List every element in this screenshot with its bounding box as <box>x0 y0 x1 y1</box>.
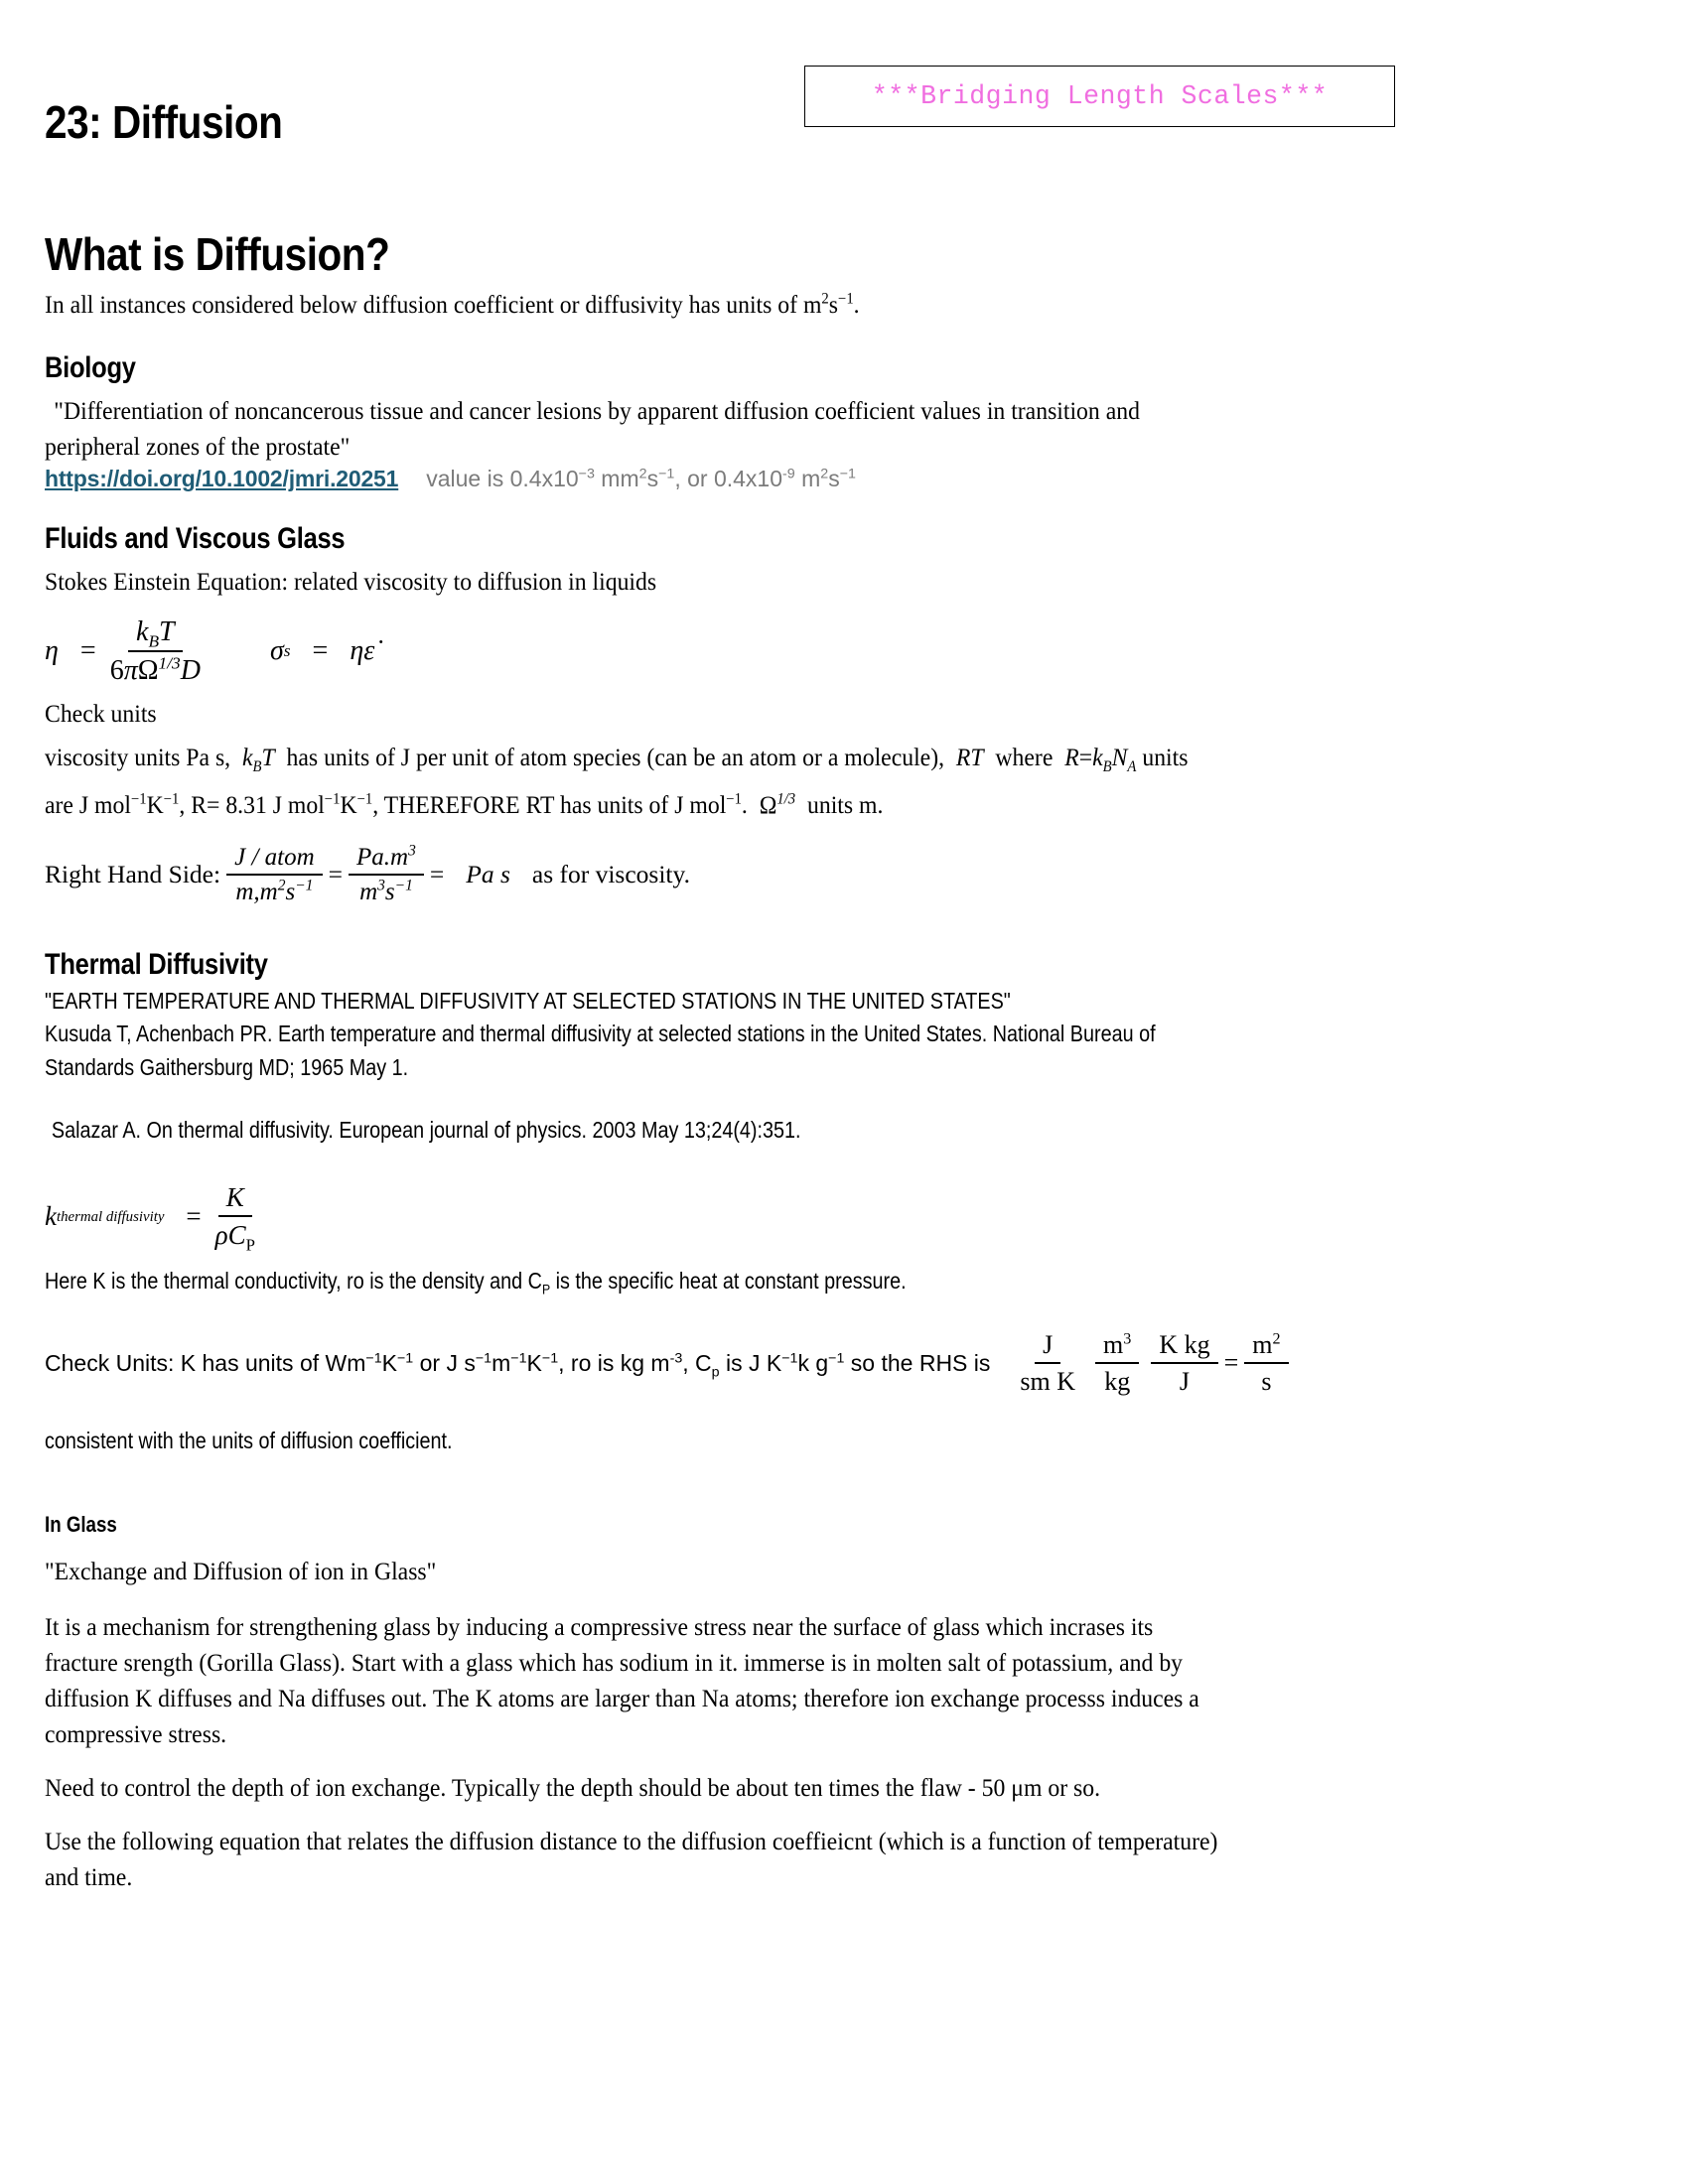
right-hand-side-equation <box>45 844 1643 906</box>
vu-T: T <box>261 742 275 771</box>
td-den-rho: ρ <box>214 1220 228 1251</box>
rhs-den1-sup-m1: −1 <box>295 877 314 894</box>
td-num: K <box>218 1182 252 1217</box>
document-header <box>45 60 1643 179</box>
rhs-den1-s: s <box>285 878 296 905</box>
glass-para1-line2: fracture srength (Gorilla Glass). Start with a glass which has sodium in it. immerse is in molten salt of potassium, and by <box>45 1648 1184 1678</box>
eq-num-k: k <box>136 615 149 647</box>
eq-den-pi: π <box>123 654 138 686</box>
thermal-check-units-text <box>45 1349 991 1381</box>
rhs-num-2 <box>349 844 424 876</box>
document-content <box>45 60 1643 1894</box>
thermal-frac-3 <box>1151 1330 1217 1397</box>
intro-sup-2: −1 <box>838 290 854 308</box>
rhs-result: Pa s <box>466 860 510 889</box>
vu2-omega: Ω <box>759 789 777 819</box>
cu-s9: −1 <box>828 1350 845 1367</box>
rhs-den2-m: m <box>359 878 378 905</box>
td-den-sub: P <box>245 1235 255 1255</box>
eq-num-k-sub: B <box>148 631 160 651</box>
eq-denominator <box>102 652 209 687</box>
cu-t5: K <box>526 1349 542 1376</box>
thermal-citation-line-1: Kusuda T, Achenbach PR. Earth temperature and thermal diffusivity at selected stations in the United States. National Bureau of <box>45 1021 1156 1047</box>
cu-sub7: p <box>711 1364 720 1381</box>
td-k: k <box>45 1201 57 1232</box>
thermal-citation-line-2: Standards Gaithersburg MD; 1965 May 1. <box>45 1053 409 1080</box>
vu2-s2: −1 <box>163 790 180 808</box>
eq-sigma-epsilon: ε̇ <box>363 635 375 667</box>
eq-eta: η <box>45 635 59 667</box>
biology-value-note <box>426 466 856 492</box>
rhs-den2-sup-m1: −1 <box>394 877 413 894</box>
eq-sigma: σ <box>269 635 284 667</box>
tf4-num <box>1244 1330 1288 1364</box>
viscosity-units-paragraph <box>45 741 1531 774</box>
cu-t7: , C <box>682 1349 712 1376</box>
stokes-einstein-line: Stokes Einstein Equation: related viscosity to diffusion in liquids <box>45 567 657 597</box>
rhs-tail: as for viscosity. <box>531 860 690 889</box>
tf2-num-sup: 3 <box>1123 1330 1132 1348</box>
cu-s8: −1 <box>781 1350 798 1367</box>
cu-t3: or J s <box>413 1349 476 1376</box>
rhs-den1-sup2: 2 <box>277 877 286 894</box>
section-heading-in-glass: In Glass <box>45 1512 117 1538</box>
eq-den-omega: Ω <box>137 654 159 686</box>
tf2-num-m: m <box>1103 1329 1124 1359</box>
vu2-a2: K <box>146 789 164 819</box>
intro-text-mid: s <box>828 290 839 320</box>
eq-sigma-eta: η <box>350 635 364 667</box>
vu-NA-sub: A <box>1127 757 1137 775</box>
cu-t10: so the RHS is <box>844 1349 991 1376</box>
cu-t1: Check Units: K has units of Wm <box>45 1349 366 1376</box>
td-den-c: C <box>227 1220 246 1251</box>
tf4-num-m: m <box>1252 1329 1273 1359</box>
td-fraction <box>208 1182 263 1255</box>
vu-p2: has units of J per unit of atom species (can be an atom or a molecule), <box>286 742 945 771</box>
td-den <box>208 1217 263 1255</box>
doi-link[interactable]: https://doi.org/10.1002/jmri.20251 <box>45 466 399 492</box>
eq-equals: = <box>79 635 96 667</box>
vu2-s1: −1 <box>130 790 147 808</box>
thermal-rhs-fraction-group <box>1006 1330 1294 1397</box>
rhs-den2-s: s <box>384 878 395 905</box>
value-note-s2: 2 <box>638 466 647 482</box>
rhs-den1-m: m <box>235 878 254 905</box>
page-title: 23: Diffusion <box>45 96 283 148</box>
value-note-t4: , or 0.4x10 <box>674 466 783 492</box>
section-heading-biology: Biology <box>45 351 136 385</box>
eq-fraction <box>102 616 209 687</box>
glass-para2: Need to control the depth of ion exchange. Typically the depth should be about ten times the flaw - 50 μm or so. <box>45 1772 1101 1802</box>
here-t1: Here K is the thermal conductivity, ro is the density and C <box>45 1268 542 1295</box>
thermal-title-quote: "EARTH TEMPERATURE AND THERMAL DIFFUSIVITY AT SELECTED STATIONS IN THE UNITED STATES" <box>45 987 1011 1014</box>
vu2-a6: . <box>741 789 748 819</box>
tf1-den-s: s <box>1020 1366 1031 1396</box>
vu-k-sub: B <box>252 757 262 775</box>
vu2-a7: units m. <box>806 789 884 819</box>
vu2-a4: K <box>340 789 357 819</box>
rhs-num2-pa: Pa.m <box>356 843 409 871</box>
tf2-num <box>1095 1330 1139 1364</box>
thermal-here-line <box>45 1267 1420 1296</box>
vu-p3: where <box>995 742 1054 771</box>
intro-sup-1: 2 <box>821 290 829 308</box>
value-note-t1: value is 0.4x10 <box>426 466 579 492</box>
tf1-num: J <box>1035 1330 1060 1364</box>
value-note-s4: -9 <box>782 466 795 482</box>
cu-t9: k g <box>797 1349 829 1376</box>
rhs-equals-1: = <box>328 860 344 889</box>
thermal-consistent-line: consistent with the units of diffusion coefficient. <box>45 1427 453 1453</box>
intro-text-before: In all instances considered below diffusion coefficient or diffusivity has units of m <box>45 290 822 320</box>
value-note-t3: s <box>646 466 659 492</box>
vu-p1: viscosity units Pa s, <box>45 742 231 771</box>
vu2-omega-sup: 1/3 <box>776 790 796 808</box>
tf3-den: J <box>1179 1366 1191 1396</box>
viscosity-units-line-2 <box>45 788 1531 822</box>
tf2-den: kg <box>1104 1366 1131 1396</box>
tf1-den-m: m <box>1030 1366 1051 1396</box>
value-note-s3: −1 <box>658 466 675 482</box>
tf1-den <box>1012 1364 1083 1397</box>
cu-s5: −1 <box>541 1350 559 1367</box>
value-note-s1: −3 <box>578 466 595 482</box>
td-equals: = <box>186 1201 202 1232</box>
tf4-den: s <box>1261 1366 1272 1396</box>
vu-kb: k <box>1092 742 1103 771</box>
value-note-t6: s <box>828 466 840 492</box>
rhs-den-1 <box>227 876 321 906</box>
cu-t6: , ro is kg m <box>558 1349 670 1376</box>
check-units-label: Check units <box>45 698 157 728</box>
thermal-frac-1 <box>1012 1330 1083 1397</box>
thermal-citation-2: Salazar A. On thermal diffusivity. European journal of physics. 2003 May 13;24(4):351. <box>51 1116 801 1143</box>
tf1-den-k: K <box>1056 1366 1076 1396</box>
eq-den-D: D <box>180 654 201 686</box>
intro-text-after: . <box>853 290 860 320</box>
vu-NA: N <box>1111 742 1128 771</box>
vu2-s4: −1 <box>356 790 373 808</box>
glass-para1-line1: It is a mechanism for strengthening glass by inducing a compressive stress near the surface of glass which incrases its <box>45 1612 1154 1642</box>
cu-s3: −1 <box>475 1350 492 1367</box>
rhs-fraction-1 <box>226 844 323 906</box>
vu-kb-sub: B <box>1102 757 1112 775</box>
thermal-frac-2 <box>1095 1330 1139 1397</box>
rhs-den2-sup3: 3 <box>377 877 385 894</box>
vu-R: R <box>1064 742 1079 771</box>
glass-quote: "Exchange and Diffusion of ion in Glass" <box>45 1557 437 1586</box>
banner-text: ***Bridging Length Scales*** <box>871 81 1329 111</box>
thermal-check-units-row <box>45 1330 1643 1397</box>
cu-t8: is J K <box>719 1349 782 1376</box>
tf4-num-sup: 2 <box>1272 1330 1281 1348</box>
vu2-s5: −1 <box>726 790 742 808</box>
rhs-label: Right Hand Side: <box>45 860 221 889</box>
glass-para3-line2: and time. <box>45 1861 133 1891</box>
bridging-length-scales-banner <box>804 66 1395 127</box>
glass-para3-line1: Use the following equation that relates the diffusion distance to the diffusion coeffieicnt (which is a function of temperature) <box>45 1826 1218 1855</box>
eq-numerator <box>128 616 183 652</box>
vu-eq: = <box>1078 742 1093 771</box>
rhs-fraction-2 <box>349 844 424 906</box>
thermal-diffusivity-equation: k thermal diffusivity = $\frac{K}{\rho C_P}$ <box>45 1182 1643 1251</box>
vu2-a5: , THEREFORE RT has units of J mol <box>372 789 727 819</box>
cu-s4: −1 <box>510 1350 527 1367</box>
vu2-a1: are J mol <box>45 789 131 819</box>
intro-paragraph <box>45 288 1531 322</box>
vu-k: k <box>241 742 253 771</box>
cu-t4: m <box>492 1349 511 1376</box>
eq-sigma-equals: = <box>312 635 329 667</box>
value-note-t2: mm <box>594 466 639 492</box>
eq-den-omega-sup: 1/3 <box>158 653 181 673</box>
value-note-s5: 2 <box>820 466 829 482</box>
value-note-s6: −1 <box>839 466 856 482</box>
biology-quote-line-2: peripheral zones of the prostate" <box>45 432 351 462</box>
eq-den-6: 6 <box>109 654 124 686</box>
glass-para1-line3: diffusion K diffuses and Na diffuses out. The K atoms are larger than Na atoms; therefore ion exchange processs induces a <box>45 1684 1199 1713</box>
rhs-den-2 <box>352 876 421 906</box>
section-heading-fluids: Fluids and Viscous Glass <box>45 522 346 556</box>
rhs-den1-comma: , <box>253 878 260 905</box>
tf3-num: K kg <box>1151 1330 1217 1364</box>
stokes-einstein-equation: η = $\frac{k_BT}{6\pi\Omega^{1/3}D}$ σ s = η ε̇ <box>45 615 375 686</box>
cu-s2: −1 <box>396 1350 414 1367</box>
cu-t2: K <box>381 1349 397 1376</box>
biology-quote-line-1: "Differentiation of noncancerous tissue and cancer lesions by apparent diffusion coefficient values in transition and <box>54 396 1140 426</box>
here-t2: is the specific heat at constant pressure. <box>550 1268 907 1295</box>
rhs-num-1: J / atom <box>226 844 323 876</box>
rhs-equals-2: = <box>429 860 445 889</box>
thermal-frac-4 <box>1244 1330 1288 1397</box>
section-heading-thermal: Thermal Diffusivity <box>45 947 268 981</box>
glass-para1-line4: compressive stress. <box>45 1719 227 1749</box>
cu-s1: −1 <box>365 1350 382 1367</box>
vu2-s3: −1 <box>324 790 341 808</box>
rhs-den1-m2: m <box>259 878 278 905</box>
main-heading: What is Diffusion? <box>45 228 390 280</box>
here-sub: P <box>541 1282 551 1298</box>
vu-RT: RT <box>955 742 984 771</box>
eq-num-T: T <box>159 615 175 647</box>
vu2-a3: , R= 8.31 J mol <box>179 789 325 819</box>
value-note-t5: m <box>794 466 821 492</box>
thermal-frac-equals: = <box>1223 1348 1239 1378</box>
vu-p4: units <box>1142 742 1189 771</box>
biology-link-row <box>45 466 1643 492</box>
cu-s6: -3 <box>669 1350 683 1367</box>
rhs-num2-sup: 3 <box>408 842 416 860</box>
